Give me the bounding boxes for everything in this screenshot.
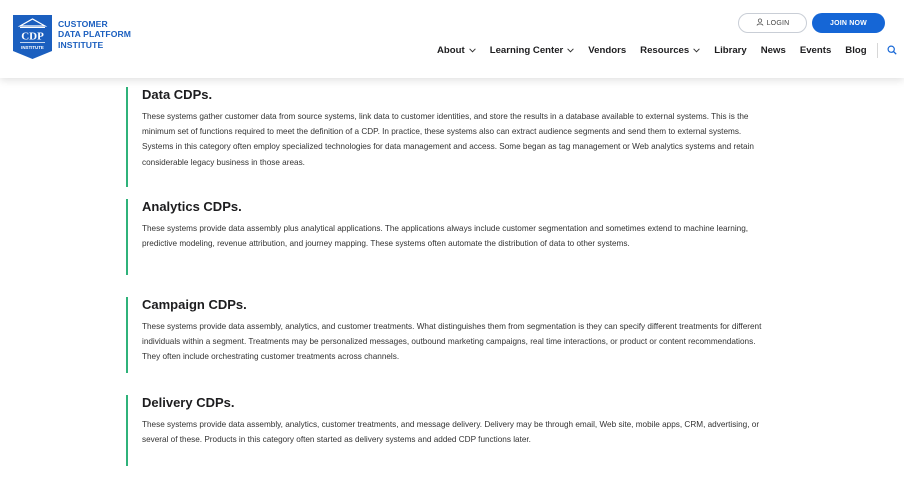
nav-learning-center-label: Learning Center	[489, 44, 564, 56]
nav-item-news[interactable]	[761, 45, 786, 56]
nav-divider	[877, 43, 878, 58]
cdp-badge-icon	[12, 14, 53, 60]
search-button[interactable]	[887, 45, 897, 55]
nav-news-label: News	[760, 44, 786, 56]
section-title: Analytics CDPs.	[142, 199, 242, 214]
nav-item-about[interactable]	[437, 45, 476, 56]
login-label: LOGIN	[766, 19, 790, 27]
section-analytics-cdps	[126, 199, 766, 275]
nav-item-blog[interactable]	[845, 45, 866, 56]
section-body: These systems provide data assembly, analytics, and customer treatments. What distinguishes them from segmentation is they can specify different treatments for different individuals within a segment. Treatments may be personalized messages, outbound marketing campaigns, real time interactions, or product or content recommendations. They often include orchestrating customer treatments across channels.	[142, 322, 762, 362]
logo-line-2: DATA PLATFORM	[58, 29, 132, 40]
section-body: These systems provide data assembly plus analytical applications. The applications always include customer segmentation and sometimes extend to machine learning, predictive modeling, revenue attribution, and journey mapping. These systems often automate the distribution of data to other systems.	[142, 224, 749, 249]
login-button[interactable]	[738, 13, 807, 33]
join-label: JOIN NOW	[830, 19, 867, 27]
section-campaign-cdps	[126, 297, 766, 373]
nav-item-vendors[interactable]	[588, 45, 626, 56]
section-delivery-cdps	[126, 395, 766, 466]
chevron-down-icon	[693, 48, 700, 53]
main-nav	[437, 44, 897, 56]
site-logo[interactable]	[12, 14, 131, 60]
section-title: Campaign CDPs.	[142, 297, 247, 312]
logo-line-3: INSTITUTE	[58, 39, 104, 50]
chevron-down-icon	[469, 48, 476, 53]
chevron-down-icon	[567, 48, 574, 53]
nav-events-label: Events	[799, 44, 832, 56]
nav-item-learning-center[interactable]	[490, 45, 575, 56]
section-title: Delivery CDPs.	[142, 395, 235, 410]
section-body: These systems provide data assembly, analytics, customer treatments, and message delivery. Delivery may be through email, Web site, mobile apps, CRM, advertising, or several of these. Products in this category often started as delivery systems and added CDP functions later.	[142, 420, 760, 445]
nav-resources-label: Resources	[640, 44, 690, 56]
section-body: These systems gather customer data from source systems, link data to customer identities, and store the results in a database available to external systems. This is the minimum set of functions required to meet the definition of a CDP. In practice, these systems also can extract audience segments and send them to external systems. Systems in this category often employ specialized technologies for data management and access. Some began as tag management or Web analytics systems and retain considerable legacy business in those areas.	[142, 112, 754, 167]
nav-about-label: About	[437, 44, 465, 56]
nav-library-label: Library	[714, 44, 747, 56]
logo-wordmark	[58, 19, 131, 50]
nav-blog-label: Blog	[845, 44, 867, 56]
nav-vendors-label: Vendors	[588, 44, 627, 56]
badge-text: CDP	[21, 30, 44, 43]
nav-item-resources[interactable]	[640, 45, 700, 56]
section-title: Data CDPs.	[142, 87, 213, 102]
logo-line-1: CUSTOMER	[58, 19, 108, 29]
join-now-button[interactable]	[812, 13, 885, 33]
user-icon	[756, 18, 764, 28]
section-data-cdps	[126, 87, 766, 187]
search-icon	[887, 45, 897, 55]
nav-item-library[interactable]	[714, 45, 747, 56]
nav-item-events[interactable]	[800, 45, 831, 56]
site-header	[0, 0, 904, 78]
badge-subtext: INSTITUTE	[21, 45, 44, 50]
